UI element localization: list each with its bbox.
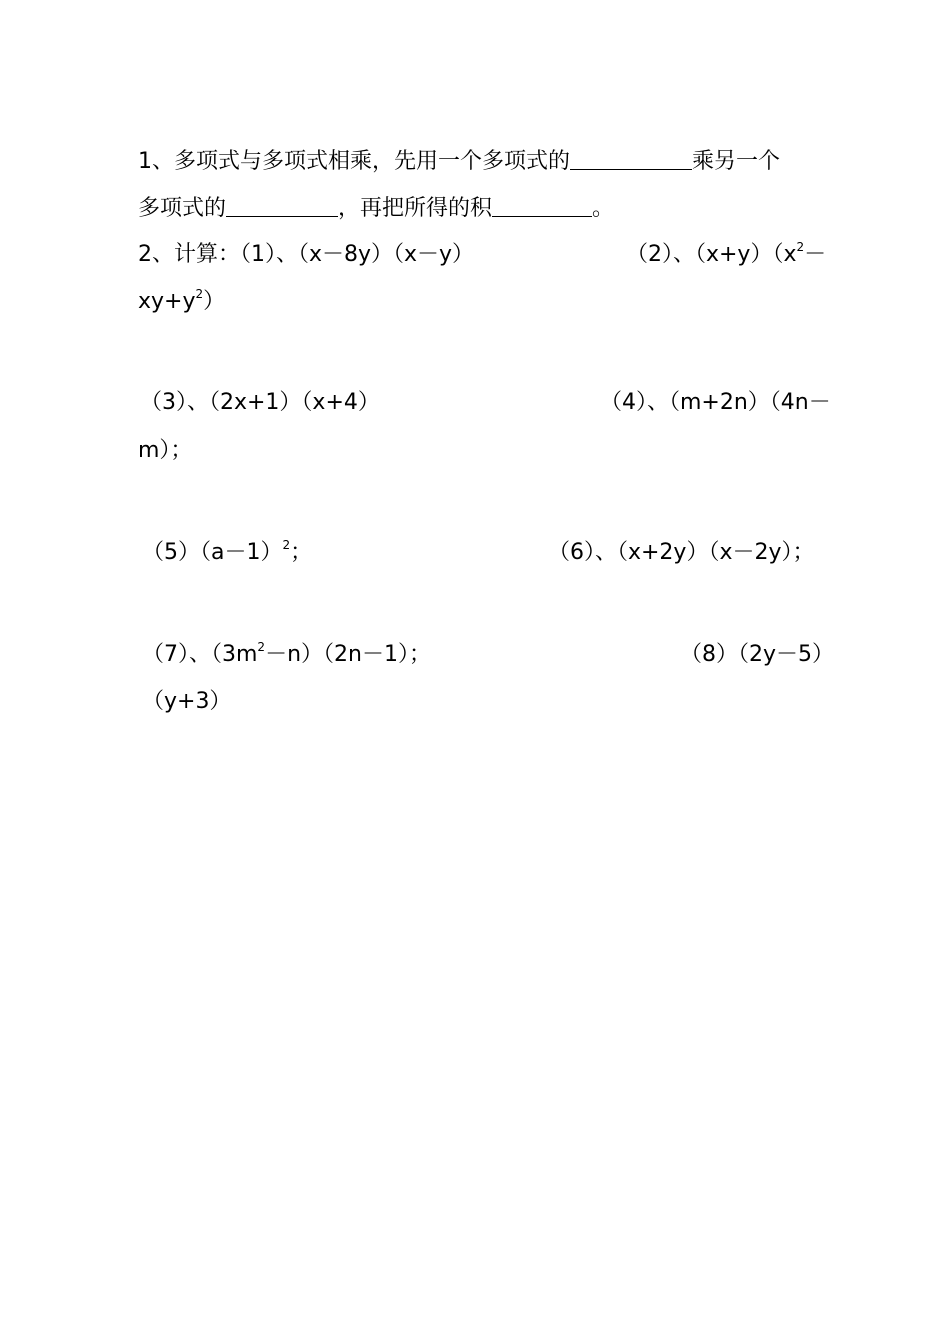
q2-problem-8	[652, 610, 834, 700]
q1-blank-3[interactable]	[492, 194, 592, 217]
q1-line2-suffix: 。	[592, 196, 615, 221]
q1-line1-suffix: 乘另一个	[691, 149, 780, 174]
q2-problem-2-line2-exponent: 2	[195, 287, 204, 301]
q2-problem-2-exponent: 2	[796, 240, 805, 254]
q2-problem-2-line2-text-b: ）	[203, 289, 226, 314]
q1-line2-prefix: 多项式的	[137, 196, 226, 221]
q2-problem-4-line2-text: m）；	[137, 438, 193, 463]
q2-problem-8-line2-text: （y+3）	[141, 689, 232, 714]
q2-problem-5	[114, 508, 312, 598]
q2-problem-2-text-b: －	[804, 242, 827, 267]
q2-problem-8-text: （8）（2y－5）	[679, 642, 834, 667]
q2-problem-6	[520, 508, 815, 598]
q2-problem-5-text-b: ；	[290, 540, 313, 565]
q1-line2-middle: ，再把所得的积	[338, 196, 493, 221]
q2-problem-4-text: （4）、（m+2n）（4n－	[599, 390, 831, 415]
q2-problem-8-line2	[114, 657, 231, 747]
q2-problem-5-text-a: （5）（a－1）	[141, 540, 283, 565]
q1-line1-prefix: 1、多项式与多项式相乘，先用一个多项式的	[137, 149, 570, 174]
q2-problem-7-text-a: （7）、（3m	[141, 642, 258, 667]
q2-problem-2-line2	[110, 257, 225, 347]
q2-problem-7-exponent: 2	[257, 640, 266, 654]
q2-problem-5-exponent: 2	[282, 538, 291, 552]
q2-problem-2	[598, 210, 826, 300]
q2-problem-7-text-b: －n）（2n－1）；	[265, 642, 431, 667]
q2-problem-3-text: （3）、（2x+1）（x+4）	[139, 390, 380, 415]
q2-problem-6-text: （6）、（x+2y）（x－2y）；	[547, 540, 815, 565]
q2-problem-4	[572, 358, 831, 448]
q2-problem-2-line2-text-a: xy+y	[137, 289, 196, 314]
q2-problem-2-text-a: （2）、（x+y）（x	[625, 242, 797, 267]
q2-problem-4-line2	[110, 406, 192, 496]
q2-heading: 2、计算：	[137, 242, 240, 267]
q2-problem-1: （1）、（x－8y）（x－y）	[239, 242, 475, 267]
